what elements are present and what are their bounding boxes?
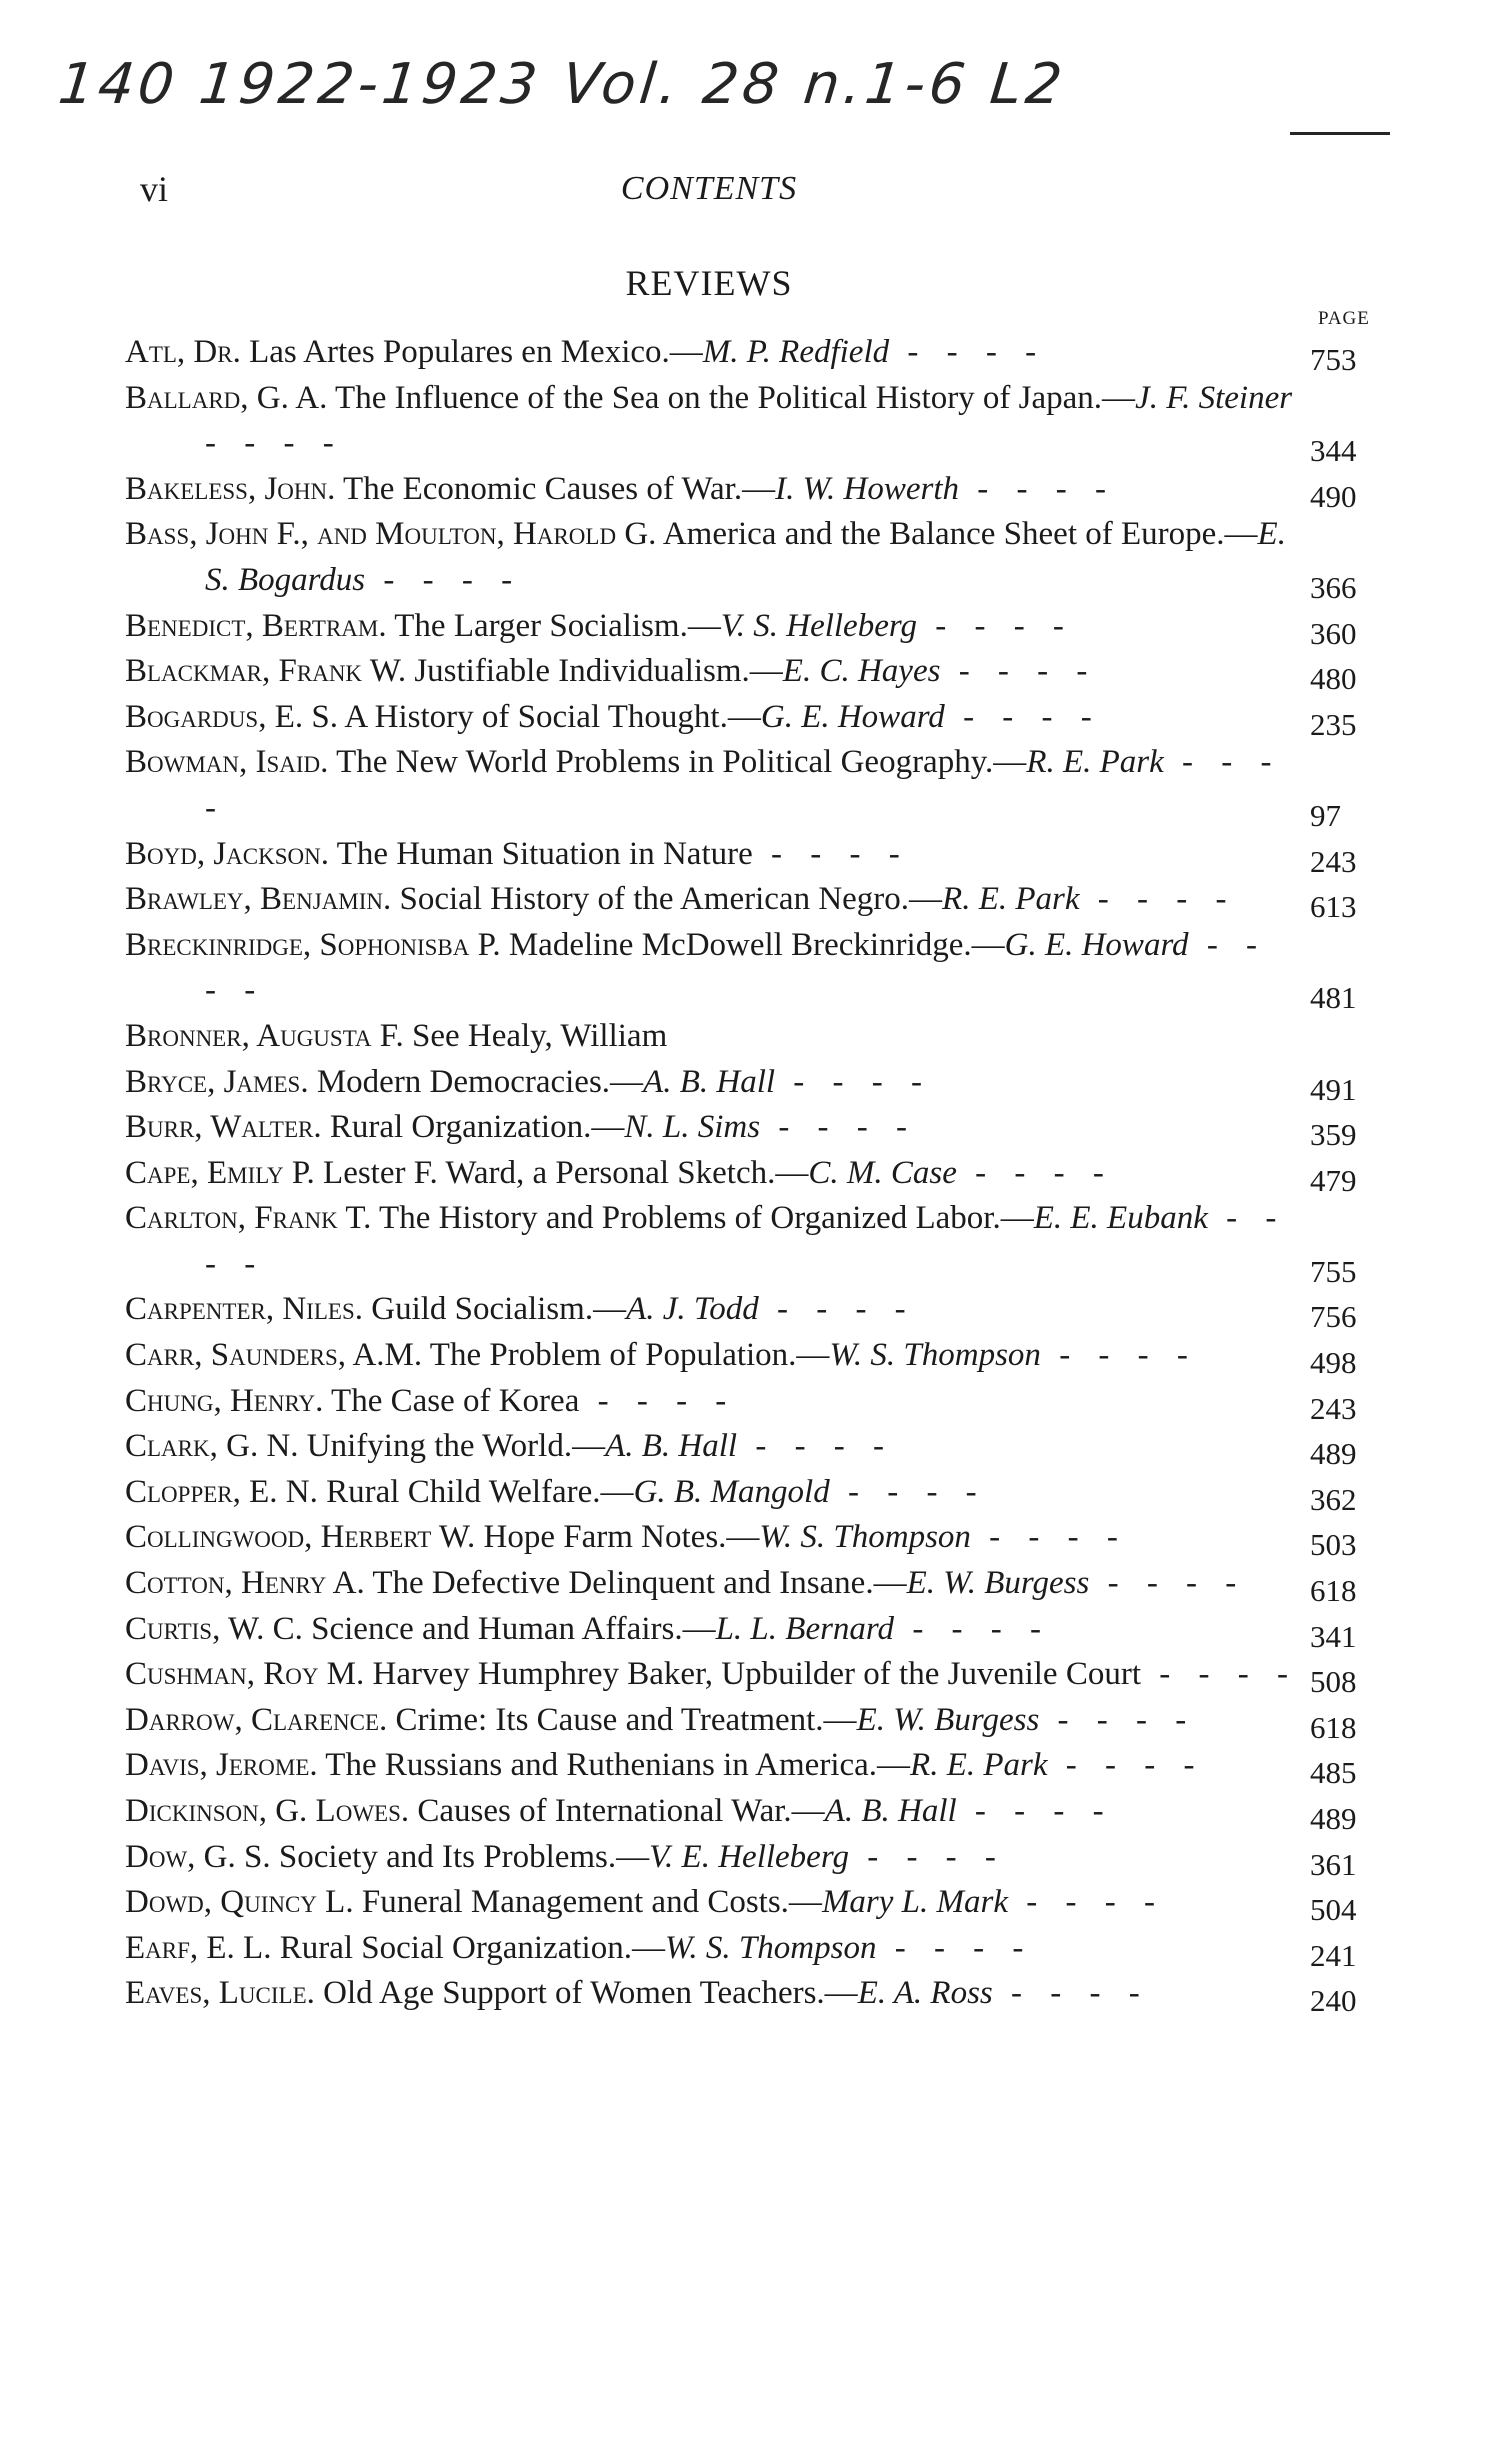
review-entry — [125, 1789, 1390, 1835]
review-entry — [125, 1561, 1390, 1607]
review-reviewer: E. W. Burgess — [906, 1565, 1090, 1602]
review-entry — [125, 740, 1390, 831]
review-author: Davis, Jerome. — [125, 1747, 318, 1784]
dot-leader: - - - - — [205, 744, 1282, 826]
running-head — [125, 168, 1293, 218]
review-page-number: 361 — [1310, 1846, 1357, 1882]
review-author: Cushman, Roy M. — [125, 1656, 365, 1693]
review-page-number: 344 — [1310, 433, 1357, 469]
review-entry — [125, 376, 1390, 467]
review-entry — [125, 1333, 1390, 1379]
dot-leader: - - - - — [1089, 1565, 1247, 1602]
review-author: Chung, Henry. — [125, 1382, 324, 1419]
dot-leader: - - - - — [1008, 1884, 1165, 1921]
review-entry — [125, 649, 1390, 695]
review-author: Clopper, E. N. — [125, 1473, 318, 1510]
review-reviewer: R. E. Park — [942, 881, 1080, 918]
review-reviewer: A. B. Hall — [643, 1063, 776, 1100]
review-entry — [125, 1470, 1390, 1516]
review-author: Darrow, Clarence. — [125, 1701, 388, 1738]
review-book-title: The Larger Socialism.— — [394, 607, 721, 644]
review-entry — [125, 1971, 1390, 2017]
review-author: Earf, E. L. — [125, 1929, 272, 1966]
review-reviewer: W. S. Thompson — [759, 1519, 971, 1556]
dot-leader: - - - - — [1079, 881, 1237, 918]
review-book-title: Modern Democracies.— — [316, 1063, 644, 1100]
review-page-number: 508 — [1310, 1664, 1357, 1700]
review-author: Eaves, Lucile. — [125, 1975, 315, 2012]
review-reviewer: A. J. Todd — [626, 1291, 759, 1328]
review-author: Boyd, Jackson. — [125, 835, 330, 872]
review-reviewer: C. M. Case — [808, 1154, 957, 1191]
review-page-number: 480 — [1310, 661, 1357, 697]
review-entry — [125, 1379, 1390, 1425]
review-book-title: Rural Organization.— — [329, 1109, 625, 1146]
review-reviewer: E. A. Ross — [857, 1975, 993, 2012]
review-page-number: 485 — [1310, 1755, 1357, 1791]
review-page-number: 618 — [1310, 1573, 1357, 1609]
dot-leader: - - - - — [205, 1200, 1287, 1282]
page-column-label: PAGE — [1318, 308, 1370, 329]
review-reviewer: V. S. Helleberg — [720, 607, 917, 644]
review-book-title: The Case of Korea — [331, 1382, 580, 1419]
review-page-number: 490 — [1310, 478, 1357, 514]
review-reviewer: A. B. Hall — [605, 1428, 738, 1465]
review-page-number: 481 — [1310, 980, 1357, 1016]
reviews-list — [125, 330, 1390, 2017]
review-book-title: Rural Child Welfare.— — [326, 1473, 634, 1510]
review-entry — [125, 512, 1390, 603]
review-book-title: The Human Situation in Nature — [336, 835, 753, 872]
dot-leader: - - - - — [752, 835, 910, 872]
dot-leader: - - - - — [775, 1063, 932, 1100]
review-entry — [125, 832, 1390, 878]
dot-leader: - - - - — [737, 1428, 895, 1465]
review-page-number: 504 — [1310, 1892, 1357, 1928]
page-folio: vi — [140, 169, 169, 209]
review-book-title: The History and Problems of Organized Labor.— — [379, 1200, 1034, 1237]
review-book-title: Science and Human Affairs.— — [311, 1610, 716, 1647]
review-entry — [125, 467, 1390, 513]
section-title: REVIEWS — [625, 263, 793, 303]
review-page-number: 366 — [1310, 569, 1357, 605]
review-author: Carr, Saunders, A.M. — [125, 1337, 423, 1374]
review-reviewer: W. S. Thompson — [664, 1929, 877, 1966]
review-reviewer: E. S. Bogardus — [205, 516, 1286, 598]
dot-leader: - - - - — [365, 561, 523, 598]
review-entry — [125, 1287, 1390, 1333]
review-page-number: 489 — [1310, 1801, 1357, 1836]
review-book-title: Funeral Management and Costs.— — [361, 1884, 822, 1921]
review-page-number: 241 — [1310, 1937, 1357, 1973]
dot-leader: - - - - — [1040, 1337, 1198, 1374]
review-book-title: The Influence of the Sea on the Political History of Japan.— — [335, 379, 1136, 416]
review-page-number: 360 — [1310, 615, 1357, 651]
review-book-title: The Russians and Ruthenians in America.— — [325, 1747, 911, 1784]
review-entry — [125, 604, 1390, 650]
review-author: Dow, G. S. — [125, 1838, 271, 1875]
dot-leader: - - - - — [848, 1838, 1006, 1875]
review-reviewer: G. E. Howard — [1004, 926, 1189, 963]
review-page-number: 756 — [1310, 1299, 1357, 1335]
review-book-title: Harvey Humphrey Baker, Upbuilder of the Juvenile Court — [372, 1656, 1141, 1693]
review-author: Cape, Emily P. — [125, 1154, 315, 1191]
handwritten-underline — [1290, 132, 1390, 135]
review-entry — [125, 1743, 1390, 1789]
review-author: Collingwood, Herbert W. — [125, 1519, 476, 1556]
handwritten-shelf-note: 140 1922-1923 Vol. 28 n.1-6 L2 — [55, 52, 1069, 117]
dot-leader: - - - - — [916, 607, 1074, 644]
review-author: Breckinridge, Sophonisba P. — [125, 926, 501, 963]
review-book-title: The New World Problems in Political Geography.— — [336, 744, 1027, 781]
review-reviewer: N. L. Sims — [624, 1109, 761, 1146]
review-entry — [125, 1060, 1390, 1106]
dot-leader: - - - - — [760, 1109, 918, 1146]
review-book-title: The Economic Causes of War.— — [343, 470, 776, 507]
dot-leader: - - - - — [940, 653, 1098, 690]
review-entry — [125, 1515, 1390, 1561]
dot-leader: - - - - — [970, 1519, 1128, 1556]
review-page-number: 235 — [1310, 706, 1357, 742]
review-entry — [125, 1014, 1390, 1060]
review-author: Benedict, Bertram. — [125, 607, 387, 644]
review-author: Atl, Dr. — [125, 334, 241, 370]
review-book-title: The Problem of Population.— — [429, 1337, 830, 1374]
review-book-title: Lester F. Ward, a Personal Sketch.— — [323, 1154, 809, 1191]
review-page-number: 243 — [1310, 1390, 1357, 1426]
review-page-number: 362 — [1310, 1481, 1357, 1517]
review-book-title: Social History of the American Negro.— — [399, 881, 943, 918]
review-author: Cotton, Henry A. — [125, 1565, 365, 1602]
review-author: Curtis, W. C. — [125, 1610, 303, 1647]
review-page-number: 618 — [1310, 1709, 1357, 1745]
review-author: Clark, G. N. — [125, 1428, 299, 1465]
review-author: Carlton, Frank T. — [125, 1200, 372, 1237]
review-book-title: Madeline McDowell Breckinridge.— — [508, 926, 1005, 963]
review-entry — [125, 330, 1390, 376]
review-entry — [125, 1835, 1390, 1881]
review-entry — [125, 1880, 1390, 1926]
review-author: Dickinson, G. Lowes. — [125, 1793, 410, 1829]
review-book-title: Crime: Its Cause and Treatment.— — [395, 1701, 857, 1738]
review-book-title: Guild Socialism.— — [371, 1291, 627, 1328]
dot-leader: - - - - — [959, 470, 1117, 507]
review-reviewer: R. E. Park — [1026, 744, 1164, 781]
review-book-title: Hope Farm Notes.— — [483, 1519, 760, 1556]
review-entry — [125, 1652, 1390, 1698]
review-reviewer: E. C. Hayes — [782, 653, 941, 690]
review-reviewer: L. L. Bernard — [715, 1610, 895, 1647]
dot-leader: - - - - — [829, 1473, 987, 1510]
dot-leader: - - - - — [876, 1929, 1034, 1966]
review-page-number: 613 — [1310, 889, 1357, 925]
dot-leader: - - - - — [894, 1610, 1052, 1647]
review-book-title: The Defective Delinquent and Insane.— — [372, 1565, 907, 1602]
dot-leader: - - - - — [579, 1382, 737, 1419]
dot-leader: - - - - — [1141, 1656, 1298, 1693]
review-entry — [125, 1424, 1390, 1470]
review-page-number: 359 — [1310, 1117, 1357, 1153]
review-reviewer: J. F. Steiner — [1135, 379, 1293, 416]
review-page-number: 243 — [1310, 843, 1357, 879]
review-reviewer: E. E. Eubank — [1033, 1200, 1208, 1237]
review-author: Blackmar, Frank W. — [125, 653, 407, 690]
review-reviewer: I. W. Howerth — [775, 470, 960, 507]
dot-leader: - - - - — [205, 926, 1268, 1009]
review-author: Carpenter, Niles. — [125, 1291, 363, 1328]
review-author: Bowman, Isaid. — [125, 744, 329, 781]
review-page-number: 753 — [1310, 342, 1357, 377]
review-book-title: See Healy, William — [411, 1017, 668, 1054]
dot-leader: - - - - — [992, 1975, 1150, 2012]
review-reviewer: R. E. Park — [910, 1747, 1048, 1784]
review-entry — [125, 877, 1390, 923]
review-entry — [125, 1105, 1390, 1151]
review-book-title: Rural Social Organization.— — [279, 1929, 665, 1966]
review-book-title: Causes of International War.— — [417, 1793, 825, 1829]
review-page-number: 489 — [1310, 1436, 1357, 1472]
dot-leader: - - - - — [956, 1793, 1114, 1829]
review-author: Brawley, Benjamin. — [125, 881, 392, 918]
dot-leader: - - - - — [758, 1291, 916, 1328]
review-reviewer: G. B. Mangold — [633, 1473, 830, 1510]
review-entry — [125, 1926, 1390, 1972]
review-page-number: 498 — [1310, 1345, 1357, 1381]
dot-leader: - - - - — [1047, 1747, 1205, 1784]
review-reviewer: E. W. Burgess — [856, 1701, 1040, 1738]
review-reviewer: W. S. Thompson — [829, 1337, 1041, 1374]
review-book-title: Justifiable Individualism.— — [414, 653, 783, 690]
review-author: Bakeless, John. — [125, 470, 336, 507]
review-entry — [125, 1698, 1390, 1744]
review-book-title: Unifying the World.— — [306, 1428, 606, 1465]
review-book-title: A History of Social Thought.— — [344, 698, 761, 735]
running-title: CONTENTS — [620, 170, 798, 207]
review-author: Bronner, Augusta F. — [125, 1017, 404, 1054]
review-page-number: 341 — [1310, 1618, 1357, 1654]
dot-leader: - - - - — [205, 425, 344, 462]
review-entry — [125, 1151, 1390, 1197]
review-page-number: 240 — [1310, 1983, 1357, 2019]
review-author: Dowd, Quincy L. — [125, 1884, 354, 1921]
review-reviewer: V. E. Helleberg — [649, 1838, 849, 1875]
dot-leader: - - - - — [1039, 1701, 1197, 1738]
review-page-number: 755 — [1310, 1253, 1357, 1289]
review-book-title: America and the Balance Sheet of Europe.— — [662, 516, 1258, 553]
review-reviewer: A. B. Hall — [824, 1793, 957, 1829]
review-book-title: Las Artes Populares en Mexico.— — [249, 334, 703, 370]
review-page-number: 97 — [1310, 797, 1341, 833]
dot-leader: - - - - — [944, 698, 1102, 735]
review-page-number: 503 — [1310, 1527, 1357, 1563]
review-reviewer: M. P. Redfield — [702, 334, 890, 370]
review-author: Bass, John F., and Moulton, Harold G. — [125, 516, 657, 553]
review-author: Burr, Walter. — [125, 1109, 322, 1146]
review-entry — [125, 1196, 1390, 1287]
review-author: Bogardus, E. S. — [125, 698, 338, 735]
review-page-number: 491 — [1310, 1071, 1357, 1107]
review-entry — [125, 923, 1390, 1014]
dot-leader: - - - - — [956, 1154, 1114, 1191]
dot-leader: - - - - — [889, 334, 1047, 370]
review-book-title: Old Age Support of Women Teachers.— — [323, 1975, 858, 2012]
review-book-title: Society and Its Problems.— — [278, 1838, 650, 1875]
review-author: Ballard, G. A. — [125, 379, 328, 416]
review-entry — [125, 1607, 1390, 1653]
review-reviewer: G. E. Howard — [760, 698, 945, 735]
review-author: Bryce, James. — [125, 1063, 309, 1100]
review-entry — [125, 695, 1390, 741]
review-page-number: 479 — [1310, 1162, 1357, 1198]
review-reviewer: Mary L. Mark — [821, 1884, 1008, 1921]
